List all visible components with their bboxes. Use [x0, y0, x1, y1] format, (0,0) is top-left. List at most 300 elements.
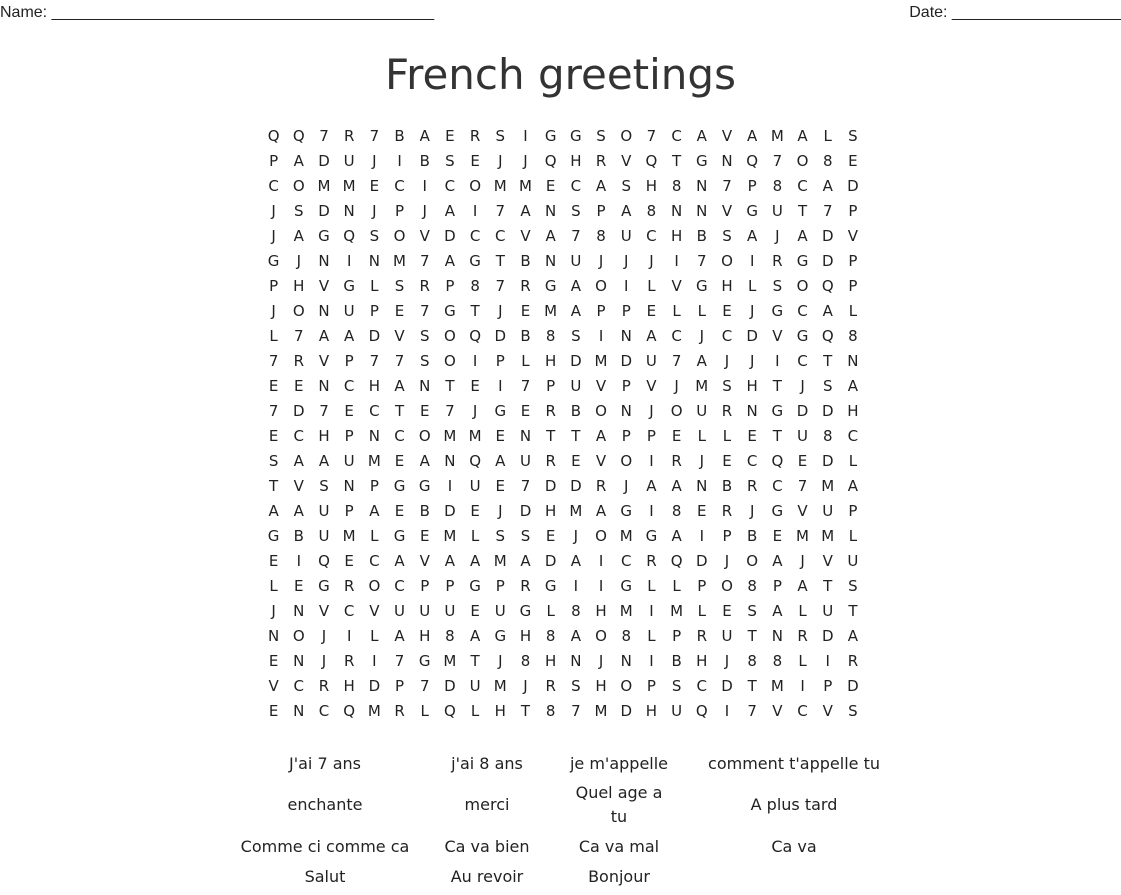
grid-letter: B [747, 527, 758, 545]
grid-letter: N [545, 202, 557, 220]
grid-letter: N [696, 477, 708, 495]
grid-letter: M [518, 177, 532, 195]
grid-letter: M [619, 527, 633, 545]
grid-letter: A [696, 127, 707, 145]
grid-letter: T [470, 652, 480, 670]
grid-letter: U [469, 477, 481, 495]
grid-letter: M [493, 177, 507, 195]
grid-letter: G [746, 202, 758, 220]
grid-letter: M [443, 527, 457, 545]
grid-letter: 7 [419, 302, 430, 320]
grid-letter: J [296, 252, 301, 270]
grid-letter: C [797, 702, 808, 720]
grid-letter: C [797, 352, 808, 370]
grid-letter: M [367, 452, 381, 470]
grid-letter: S [848, 127, 858, 145]
grid-letter: P [672, 627, 682, 645]
grid-letter: P [420, 577, 430, 595]
grid-letter: H [419, 627, 431, 645]
grid-letter: G [444, 302, 456, 320]
grid-letter: L [470, 702, 480, 720]
grid-letter: V [394, 327, 405, 345]
grid-letter: D [318, 202, 330, 220]
grid-letter: T [672, 152, 682, 170]
grid-letter: R [595, 152, 607, 170]
grid-letter: A [293, 227, 304, 245]
grid-letter: O [796, 152, 809, 170]
grid-letter: S [671, 677, 682, 695]
grid-letter: J [498, 502, 503, 520]
grid-letter: 8 [545, 627, 556, 645]
grid-letter: P [697, 577, 707, 595]
word-bank-item: comment t'appelle tu [708, 754, 880, 773]
grid-letter: S [848, 702, 858, 720]
grid-letter: 7 [571, 702, 581, 720]
grid-letter: D [847, 177, 859, 195]
grid-letter: T [520, 702, 531, 720]
grid-letter: A [444, 552, 456, 570]
grid-letter: R [847, 652, 859, 670]
grid-letter: J [800, 552, 805, 570]
grid-letter: C [469, 227, 481, 245]
grid-letter: M [695, 377, 709, 395]
word-bank-item: Ca va [771, 837, 817, 856]
grid-letter: V [419, 552, 430, 570]
grid-letter: I [649, 652, 654, 670]
grid-letter: B [520, 252, 531, 270]
grid-letter: D [746, 327, 758, 345]
grid-letter: P [395, 202, 405, 220]
grid-letter: I [800, 677, 805, 695]
grid-letter: O [721, 577, 733, 595]
grid-letter: D [519, 502, 532, 520]
grid-letter: V [369, 602, 380, 620]
grid-letter: E [722, 452, 732, 470]
grid-letter: 7 [319, 402, 329, 420]
grid-letter: P [621, 302, 631, 320]
grid-letter: T [848, 602, 858, 620]
grid-letter: E [747, 427, 757, 445]
grid-letter: E [419, 527, 430, 545]
grid-letter: E [571, 452, 581, 470]
grid-letter: A [520, 552, 531, 570]
grid-letter: L [697, 602, 706, 620]
grid-letter: E [646, 302, 657, 320]
grid-letter: O [620, 677, 633, 695]
grid-letter: D [444, 227, 456, 245]
grid-letter: 8 [822, 427, 833, 445]
grid-letter: S [596, 127, 606, 145]
date-field: Date: ___________________ [909, 4, 1121, 21]
grid-letter: D [821, 627, 834, 645]
grid-letter: G [267, 252, 280, 270]
grid-letter: A [847, 477, 859, 495]
grid-letter: 7 [369, 352, 380, 370]
grid-letter: O [796, 277, 809, 295]
grid-letter: N [419, 377, 431, 395]
grid-letter: L [470, 527, 480, 545]
grid-letter: V [822, 552, 833, 570]
grid-letter: M [821, 527, 835, 545]
grid-letter: G [771, 302, 784, 320]
grid-letter: S [520, 527, 531, 545]
grid-letter: U [671, 702, 683, 720]
grid-letter: 7 [319, 127, 329, 145]
grid-letter: P [369, 477, 379, 495]
grid-letter: 8 [772, 177, 783, 195]
grid-letter: N [293, 702, 305, 720]
grid-letter: U [444, 602, 456, 620]
grid-letter: V [318, 352, 330, 370]
grid-letter: D [796, 402, 809, 420]
grid-letter: A [545, 227, 556, 245]
grid-letter: J [699, 327, 704, 345]
grid-letter: O [595, 527, 607, 545]
grid-letter: 8 [646, 202, 657, 220]
grid-letter: S [369, 227, 380, 245]
grid-letter: 8 [747, 652, 757, 670]
grid-letter: E [722, 302, 732, 320]
word-bank-item: Au revoir [450, 867, 524, 886]
grid-letter: V [419, 227, 430, 245]
grid-letter: H [545, 352, 557, 370]
grid-letter: D [494, 327, 507, 345]
grid-letter: N [746, 402, 758, 420]
grid-letter: 8 [445, 627, 455, 645]
grid-letter: A [595, 177, 607, 195]
grid-letter: I [472, 202, 478, 220]
grid-letter: A [469, 552, 481, 570]
grid-letter: Q [267, 127, 280, 145]
grid-letter: R [721, 402, 733, 420]
grid-letter: 8 [822, 152, 833, 170]
grid-letter: S [268, 452, 279, 470]
word-bank-item: j'ai 8 ans [451, 754, 523, 773]
grid-letter: 8 [545, 327, 556, 345]
grid-letter: R [520, 277, 531, 295]
grid-letter: I [598, 577, 604, 595]
grid-letter: J [372, 152, 377, 170]
grid-letter: S [621, 177, 631, 195]
grid-letter: B [419, 152, 430, 170]
word-bank-item: Bonjour [588, 867, 650, 886]
grid-letter: J [498, 152, 503, 170]
grid-letter: R [520, 577, 531, 595]
grid-letter: L [722, 427, 732, 445]
name-field: Name: ___________________________________________ [0, 4, 435, 21]
grid-letter: O [368, 577, 381, 595]
grid-letter: G [570, 127, 582, 145]
grid-letter: H [545, 502, 557, 520]
grid-letter: I [372, 652, 377, 670]
grid-letter: G [544, 577, 557, 595]
grid-letter: Q [670, 552, 683, 570]
grid-letter: U [822, 602, 834, 620]
grid-letter: T [269, 477, 279, 495]
grid-letter: N [318, 302, 330, 320]
grid-letter: A [671, 527, 682, 545]
grid-letter: U [318, 502, 330, 520]
grid-letter: 7 [419, 252, 430, 270]
grid-letter: A [469, 627, 481, 645]
grid-letter: P [395, 677, 405, 695]
grid-letter: M [670, 602, 684, 620]
grid-letter: P [621, 377, 631, 395]
grid-letter: J [498, 302, 503, 320]
grid-letter: A [444, 202, 456, 220]
grid-letter: V [847, 227, 859, 245]
grid-letter: S [445, 152, 455, 170]
grid-letter: 8 [545, 702, 556, 720]
grid-letter: L [269, 327, 278, 345]
grid-letter: S [848, 577, 858, 595]
grid-letter: G [318, 227, 330, 245]
grid-letter: A [747, 227, 758, 245]
grid-letter: O [292, 302, 305, 320]
grid-letter: 8 [571, 602, 581, 620]
grid-letter: M [493, 552, 507, 570]
grid-letter: E [268, 652, 279, 670]
grid-letter: G [393, 477, 406, 495]
grid-letter: L [269, 577, 278, 595]
grid-letter: V [721, 127, 733, 145]
grid-letter: G [771, 502, 784, 520]
grid-letter: M [342, 177, 356, 195]
grid-letter: V [797, 502, 808, 520]
grid-letter: P [546, 377, 556, 395]
grid-letter: S [294, 202, 304, 220]
grid-letter: T [571, 427, 581, 445]
grid-letter: D [444, 502, 456, 520]
grid-letter: E [772, 527, 783, 545]
grid-letter: U [343, 152, 355, 170]
grid-letter: M [569, 502, 583, 520]
grid-letter: E [545, 527, 556, 545]
grid-letter: H [368, 377, 380, 395]
grid-letter: C [394, 427, 405, 445]
grid-letter: U [721, 627, 733, 645]
grid-letter: M [619, 602, 633, 620]
grid-letter: R [746, 477, 758, 495]
grid-letter: N [267, 627, 280, 645]
grid-letter: V [822, 702, 833, 720]
grid-letter: 8 [747, 577, 757, 595]
grid-letter: N [620, 402, 632, 420]
grid-letter: L [798, 602, 807, 620]
grid-letter: H [696, 652, 708, 670]
grid-letter: U [645, 352, 657, 370]
grid-letter: T [823, 577, 833, 595]
grid-letter: E [394, 452, 405, 470]
grid-letter: A [797, 577, 808, 595]
grid-letter: E [520, 302, 531, 320]
grid-letter: J [598, 252, 604, 270]
grid-letter: A [394, 377, 405, 395]
grid-letter: 7 [722, 177, 732, 195]
grid-letter: H [746, 377, 758, 395]
grid-letter: G [469, 252, 481, 270]
grid-letter: L [546, 602, 555, 620]
grid-letter: D [847, 677, 859, 695]
grid-letter: R [545, 402, 556, 420]
grid-letter: S [822, 377, 833, 395]
grid-letter: M [796, 527, 809, 545]
grid-letter: H [570, 152, 582, 170]
grid-letter: A [369, 502, 380, 520]
grid-letter: E [419, 402, 430, 420]
grid-letter: H [293, 277, 305, 295]
grid-letter: N [721, 152, 733, 170]
grid-letter: S [747, 602, 757, 620]
grid-letter: C [369, 552, 380, 570]
grid-letter: M [770, 677, 784, 695]
grid-letter: I [472, 352, 478, 370]
grid-letter: I [674, 252, 679, 270]
grid-letter: O [444, 352, 456, 370]
grid-letter: N [343, 202, 355, 220]
grid-letter: I [598, 327, 604, 345]
grid-letter: L [672, 302, 681, 320]
grid-letter: R [419, 277, 430, 295]
grid-letter: N [293, 602, 305, 620]
grid-letter: P [848, 502, 858, 520]
grid-letter: 8 [520, 652, 531, 670]
grid-letter: P [344, 427, 354, 445]
grid-letter: J [498, 652, 503, 670]
grid-letter: Q [343, 227, 356, 245]
grid-letter: R [545, 677, 556, 695]
grid-letter: P [445, 577, 455, 595]
grid-letter: I [346, 252, 352, 270]
grid-letter: E [369, 177, 380, 195]
grid-letter: J [271, 302, 276, 320]
grid-letter: R [318, 677, 330, 695]
grid-letter: T [394, 402, 405, 420]
grid-letter: V [671, 277, 682, 295]
grid-letter: 8 [470, 277, 480, 295]
grid-letter: C [797, 177, 808, 195]
grid-letter: P [772, 577, 782, 595]
grid-letter: D [620, 702, 632, 720]
grid-letter: H [494, 702, 506, 720]
grid-letter: C [394, 577, 405, 595]
grid-letter: J [372, 202, 377, 220]
grid-letter: E [268, 427, 279, 445]
grid-letter: A [419, 452, 430, 470]
grid-letter: V [595, 452, 607, 470]
grid-letter: J [749, 302, 755, 320]
grid-letter: U [797, 427, 809, 445]
grid-letter: L [672, 577, 681, 595]
grid-letter: I [346, 627, 352, 645]
grid-letter: I [724, 702, 730, 720]
grid-letter: 8 [671, 502, 682, 520]
grid-letter: O [595, 277, 607, 295]
grid-letter: H [545, 652, 557, 670]
grid-letter: T [445, 377, 455, 395]
grid-letter: I [825, 652, 830, 670]
grid-letter: Q [746, 152, 759, 170]
grid-letter: R [343, 577, 355, 595]
grid-letter: V [520, 227, 531, 245]
grid-letter: H [343, 677, 355, 695]
word-bank-item: Ca va mal [578, 837, 660, 856]
grid-letter: L [647, 577, 656, 595]
grid-letter: P [495, 352, 505, 370]
grid-letter: 7 [394, 652, 405, 670]
grid-letter: R [671, 452, 682, 470]
letter-grid [261, 124, 866, 724]
grid-letter: M [393, 252, 406, 270]
grid-letter: J [472, 402, 478, 420]
grid-letter: H [645, 177, 658, 195]
grid-letter: N [570, 652, 582, 670]
grid-letter: D [368, 327, 381, 345]
grid-letter: S [722, 227, 732, 245]
grid-letter: J [271, 602, 276, 620]
grid-letter: B [671, 652, 682, 670]
grid-letter: H [595, 602, 607, 620]
grid-letter: C [444, 177, 456, 195]
grid-letter: E [495, 427, 506, 445]
grid-letter: G [418, 477, 431, 495]
grid-letter: J [674, 377, 679, 395]
grid-letter: A [419, 127, 430, 145]
grid-letter: E [344, 402, 354, 420]
word-bank-item: Quel age a tu [575, 783, 663, 826]
grid-letter: B [520, 327, 531, 345]
grid-letter: O [595, 402, 607, 420]
grid-letter: 8 [621, 627, 631, 645]
grid-letter: N [670, 202, 683, 220]
grid-letter: E [697, 502, 707, 520]
grid-letter: C [570, 177, 582, 195]
grid-letter: Q [318, 552, 330, 570]
grid-letter: A [847, 377, 859, 395]
grid-letter: N [343, 477, 355, 495]
grid-letter: J [800, 377, 805, 395]
grid-letter: C [318, 702, 330, 720]
grid-letter: T [772, 427, 782, 445]
grid-letter: G [695, 277, 708, 295]
grid-letter: E [294, 377, 304, 395]
grid-letter: 7 [445, 402, 455, 420]
grid-letter: G [343, 277, 355, 295]
grid-letter: A [318, 327, 330, 345]
grid-letter: S [722, 377, 732, 395]
grid-letter: D [620, 352, 632, 370]
grid-letter: I [649, 502, 654, 520]
grid-letter: O [444, 327, 456, 345]
grid-letter: V [721, 202, 733, 220]
grid-letter: A [822, 302, 833, 320]
grid-letter: 7 [294, 327, 304, 345]
grid-letter: V [772, 327, 783, 345]
grid-letter: L [798, 652, 807, 670]
grid-letter: E [797, 452, 808, 470]
grid-letter: E [394, 502, 405, 520]
grid-letter: C [772, 477, 783, 495]
grid-letter: R [595, 477, 607, 495]
grid-letter: G [695, 152, 708, 170]
grid-letter: J [523, 677, 528, 695]
grid-letter: C [293, 427, 305, 445]
grid-letter: B [721, 477, 733, 495]
grid-letter: G [267, 527, 280, 545]
grid-letter: G [393, 527, 406, 545]
grid-letter: O [393, 227, 406, 245]
grid-letter: P [823, 677, 833, 695]
